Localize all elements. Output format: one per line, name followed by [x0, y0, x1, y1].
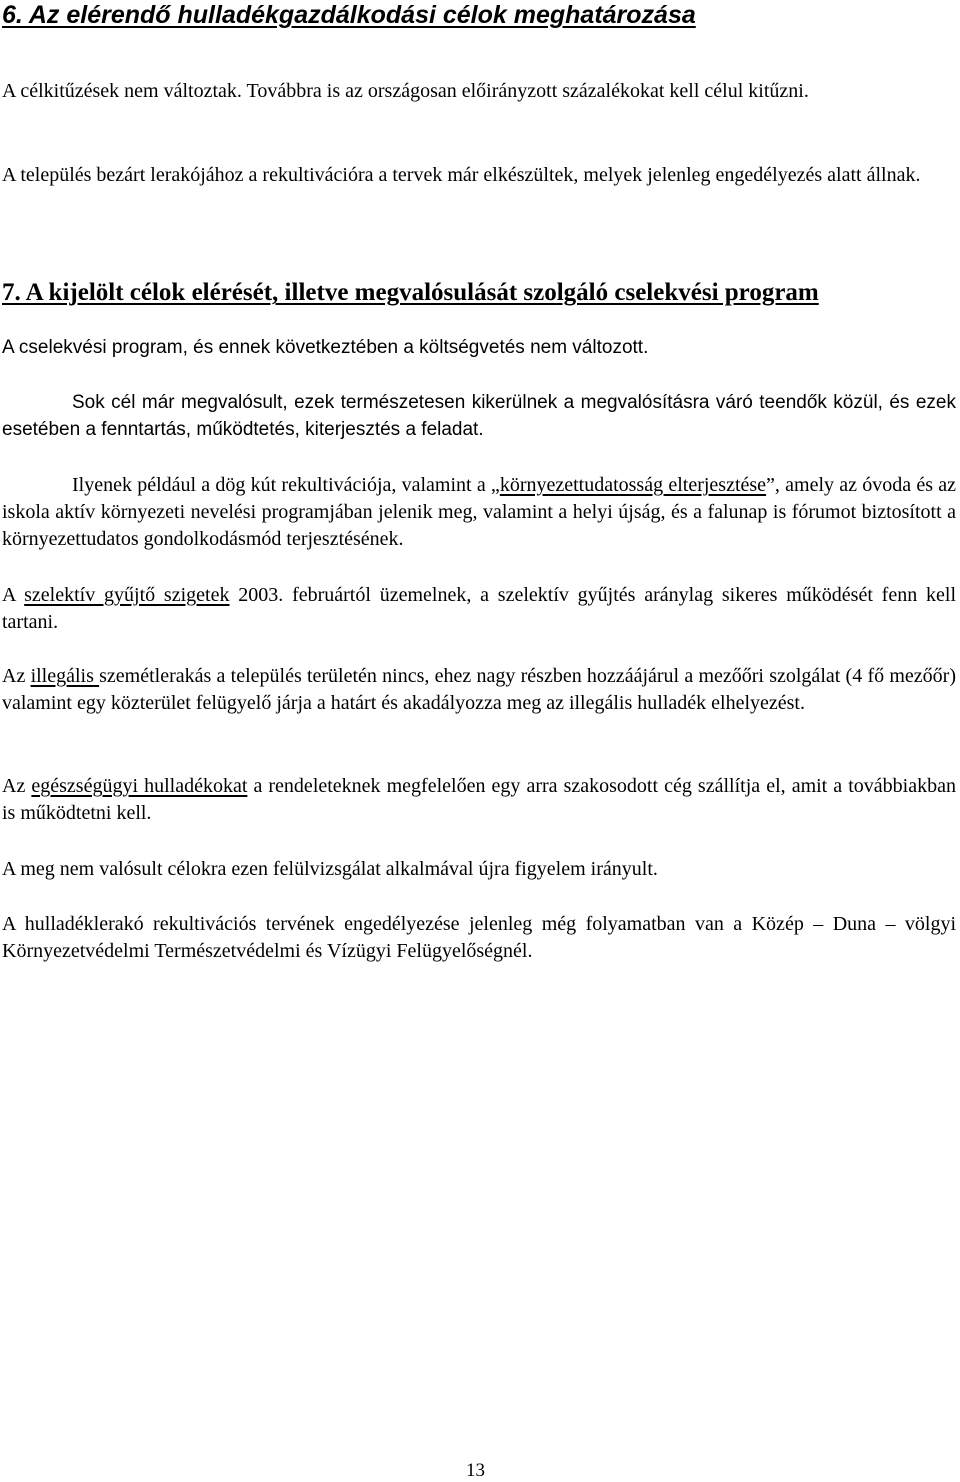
paragraph-illegal-dumping — [2, 663, 956, 717]
text-segment: Az — [2, 665, 31, 687]
paragraph-medical-waste — [2, 773, 956, 827]
paragraph-action-program: A cselekvési program, és ennek következtében a költségvetés nem változott. — [2, 337, 649, 358]
paragraph-examples — [2, 472, 956, 553]
section-heading-6: 6. Az elérendő hulladékgazdálkodási célok meghatározása — [2, 1, 696, 29]
text-segment: 2003. februártól üzemelnek, a szelektív gyűjtés aránylag sikeres működését fenn kell tartani. — [2, 584, 956, 633]
text-segment: szemétlerakás a település területén nincs, ehez nagy részben hozzáájárul a mezőőri szolgálat (4 fő mezőőr) valamint egy közterület felügyelő járja a határt és akadályozza meg az illegális hulladék elhelyezést. — [2, 665, 956, 714]
text-segment: Az — [2, 775, 32, 797]
paragraph-targets-unchanged: A célkitűzések nem változtak. Továbbra is az országosan előirányzott százalékokat kell célul kitűzni. — [2, 80, 809, 102]
text-segment: a rendeleteknek megfelelően egy arra szakosodott cég szállítja el, amit a továbbiakban is működtetni kell. — [2, 775, 956, 824]
text-segment: Ilyenek például a dög kút rekultivációja, valamint a „ — [72, 474, 500, 496]
underlined-phrase: egészségügyi hulladékokat — [31, 775, 248, 797]
paragraph-landfill-recultivation: A település bezárt lerakójához a rekultivációra a tervek már elkészültek, melyek jelenleg engedélyezés alatt állnak. — [2, 164, 921, 186]
page-number: 13 — [466, 1460, 485, 1481]
underlined-phrase: környezettudatosság elterjesztése — [499, 474, 767, 496]
underlined-phrase: illegális — [30, 665, 100, 687]
paragraph-unrealized-goals: A meg nem valósult célokra ezen felülvizsgálat alkalmával újra figyelem irányult. — [2, 858, 658, 880]
underlined-phrase: szelektív gyűjtő szigetek — [24, 584, 230, 606]
text-segment: A — [2, 584, 25, 606]
paragraph-goals-achieved: Sok cél már megvalósult, ezek természetesen kikerülnek a megvalósításra váró teendők közül, és ezek esetében a fenntartás, működtetés, kiterjesztés a feladat. — [2, 392, 956, 440]
text-segment: ”, amely az óvoda és az iskola aktív környezeti nevelési programjában jelenik meg, valamint a helyi újság, és a falunap is fórumot biztosított a környezettudatos gondolkodásmód terjesztésének. — [2, 474, 956, 550]
paragraph-permit-in-progress: A hulladéklerakó rekultivációs tervének engedélyezése jelenleg még folyamatban van a Közép – Duna – völgyi Környezetvédelmi Természetvédelmi és Vízügyi Felügyelőségnél. — [2, 913, 956, 962]
paragraph-selective-collection — [2, 582, 956, 636]
section-heading-7: 7. A kijelölt célok elérését, illetve megvalósulását szolgáló cselekvési program — [2, 279, 819, 306]
